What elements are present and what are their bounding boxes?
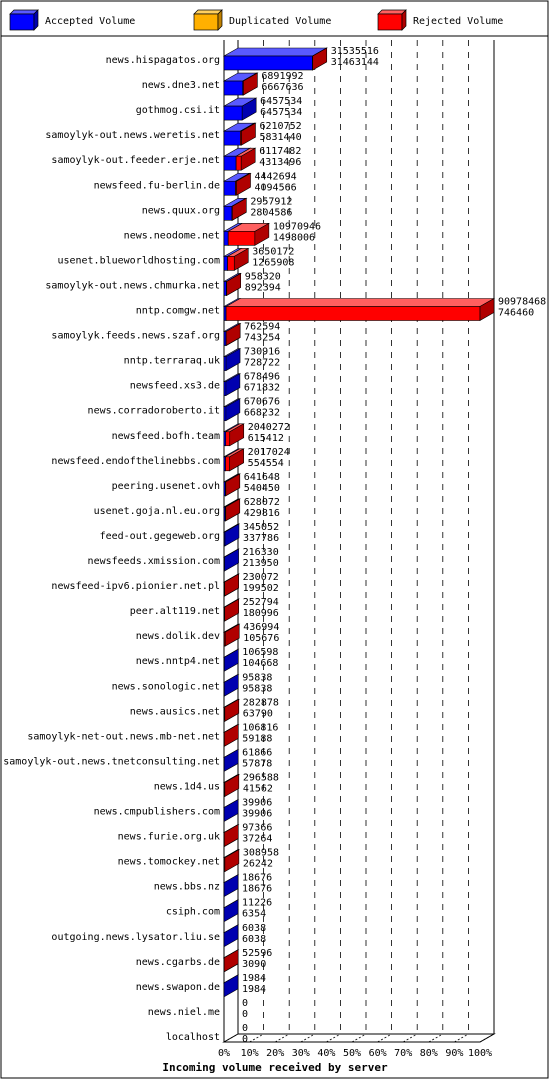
total-value-label: 10970946	[272, 221, 322, 233]
total-value-label: 628072	[243, 496, 280, 508]
accepted-value-label: 6038	[242, 933, 267, 945]
legend-swatch-top	[378, 10, 406, 14]
category-label: samoylyk-out.feeder.erje.net	[51, 155, 220, 167]
x-tick-label: 20%	[266, 1048, 285, 1059]
total-value-label: 52596	[242, 947, 273, 959]
accepted-value-label: 671832	[243, 382, 281, 394]
rejected-bar-side	[224, 950, 238, 972]
accepted-value-label: 180996	[242, 608, 279, 620]
total-value-label: 39906	[242, 797, 273, 809]
category-label: news.niel.me	[147, 1006, 220, 1018]
legend-swatch-side	[402, 10, 406, 30]
legend-swatch-side	[218, 10, 222, 30]
category-label: news.bbs.nz	[153, 881, 220, 893]
x-tick-label: 0%	[217, 1048, 231, 1059]
accepted-value-label: 39906	[242, 808, 273, 820]
legend-label: Accepted Volume	[45, 16, 136, 27]
category-label: news.tomockey.net	[117, 856, 220, 868]
accepted-bar	[224, 256, 228, 270]
accepted-bar-side	[224, 674, 238, 696]
total-value-label: 18676	[242, 872, 273, 884]
accepted-bar	[224, 206, 232, 220]
legend-label: Duplicated Volume	[229, 16, 332, 27]
chart-title: Incoming volume received by server	[162, 1061, 388, 1074]
total-value-label: 230072	[242, 572, 279, 584]
accepted-bar-side	[224, 800, 238, 822]
accepted-bar-side	[224, 900, 238, 922]
accepted-value-label: 5831440	[259, 132, 302, 144]
legend-swatch-top	[10, 10, 38, 14]
category-label: newsfeed-ipv6.pionier.net.pl	[51, 581, 220, 593]
accepted-value-label: 4313496	[259, 157, 302, 169]
accepted-bar-side	[224, 749, 238, 771]
category-label: localhost	[165, 1031, 220, 1043]
accepted-value-label: 1498006	[272, 232, 316, 244]
accepted-value-label: 668232	[243, 407, 281, 419]
total-value-label: 308958	[242, 847, 279, 859]
category-label: news.dolik.dev	[135, 631, 220, 643]
x-tick-label: 10%	[240, 1048, 259, 1059]
category-label: newsfeed.endofthelinebbs.com	[51, 455, 220, 467]
rejected-bar	[226, 307, 480, 321]
accepted-bar	[224, 106, 242, 120]
accepted-value-label: 0	[242, 1033, 249, 1045]
category-label: news.ausics.net	[129, 706, 220, 718]
x-tick-label: 70%	[394, 1048, 413, 1059]
accepted-value-label: 0	[242, 1008, 249, 1020]
category-label: news.hispagatos.org	[105, 55, 220, 66]
accepted-value-label: 540450	[243, 482, 280, 494]
total-value-label: 436994	[243, 622, 280, 634]
accepted-bar	[224, 357, 226, 371]
total-value-label: 0	[242, 997, 249, 1009]
rejected-bar-top	[226, 299, 494, 307]
x-tick-label: 50%	[342, 1048, 362, 1059]
accepted-value-label: 743254	[244, 332, 281, 344]
legend-swatch	[10, 14, 34, 30]
category-label: news.quux.org	[141, 205, 220, 217]
accepted-bar	[224, 231, 228, 245]
accepted-value-label: 26242	[242, 858, 273, 870]
category-label: news.sonologic.net	[111, 681, 220, 693]
total-value-label: 106598	[242, 647, 279, 659]
total-value-label: 678496	[243, 371, 281, 383]
accepted-bar	[224, 307, 226, 321]
total-value-label: 3650172	[252, 246, 295, 258]
accepted-value-label: 746460	[498, 307, 535, 319]
rejected-bar	[226, 432, 230, 446]
category-label: news.cmpublishers.com	[93, 806, 220, 818]
accepted-bar-side	[224, 975, 238, 997]
total-value-label: 2017024	[247, 446, 290, 458]
total-value-label: 216330	[242, 547, 279, 558]
accepted-value-label: 18676	[242, 883, 273, 895]
x-tick-label: 90%	[445, 1048, 464, 1059]
x-tick-label: 100%	[467, 1048, 493, 1059]
total-value-label: 345052	[242, 521, 280, 533]
total-value-label: 95838	[242, 672, 273, 684]
category-label: news.neodome.net	[123, 230, 220, 242]
accepted-value-label: 554554	[247, 457, 284, 469]
category-label: newsfeed.fu-berlin.de	[93, 180, 220, 192]
total-value-label: 282878	[242, 697, 279, 709]
category-label: usenet.goja.nl.eu.org	[93, 505, 220, 517]
total-value-label: 90978468	[498, 296, 547, 308]
total-value-label: 106816	[242, 722, 279, 734]
category-label: samoylyk.feeds.news.szaf.org	[51, 330, 220, 342]
accepted-value-label: 199502	[242, 583, 279, 595]
accepted-value-label: 213950	[242, 558, 279, 569]
legend-swatch	[378, 14, 402, 30]
category-label: newsfeeds.xmission.com	[87, 556, 220, 567]
category-label: nntp.terraraq.uk	[123, 355, 220, 367]
total-value-label: 641648	[243, 471, 280, 483]
category-label: usenet.blueworldhosting.com	[57, 255, 220, 267]
accepted-value-label: 6354	[242, 908, 267, 920]
accepted-bar	[224, 131, 240, 145]
total-value-label: 2040272	[247, 421, 290, 433]
accepted-value-label: 4094566	[254, 182, 297, 194]
accepted-value-label: 6667636	[261, 82, 304, 94]
legend-label: Rejected Volume	[413, 16, 504, 27]
total-value-label: 4442694	[254, 171, 297, 183]
category-label: samoylyk-out.news.chmurka.net	[45, 280, 220, 292]
category-label: news.1d4.us	[153, 781, 220, 793]
accepted-value-label: 37264	[242, 833, 273, 845]
accepted-bar	[224, 156, 236, 170]
accepted-value-label: 57878	[242, 758, 273, 770]
legend-swatch-side	[34, 10, 38, 30]
accepted-value-label: 1265908	[252, 257, 295, 269]
total-value-label: 97366	[242, 822, 273, 834]
category-label: csiph.com	[165, 906, 220, 918]
accepted-bar-side	[224, 925, 238, 947]
total-value-label: 0	[242, 1022, 249, 1034]
category-label: news.nntp4.net	[135, 656, 220, 668]
category-label: news.furie.org.uk	[117, 831, 220, 843]
rejected-bar	[226, 457, 230, 471]
x-tick-label: 80%	[419, 1048, 438, 1059]
total-value-label: 6210752	[259, 121, 302, 133]
legend-swatch-top	[194, 10, 222, 14]
x-tick-label: 60%	[368, 1048, 387, 1059]
accepted-value-label: 892394	[244, 282, 281, 294]
category-label: news.corradoroberto.it	[87, 405, 220, 417]
rejected-bar	[236, 156, 241, 170]
x-tick-label: 40%	[317, 1048, 336, 1059]
category-label: news.cgarbs.de	[135, 956, 220, 968]
rejected-bar	[228, 256, 235, 270]
category-label: outgoing.news.lysator.liu.se	[51, 931, 220, 943]
accepted-bar-side	[224, 649, 238, 671]
category-label: nntp.comgw.net	[135, 305, 220, 317]
accepted-value-label: 63790	[242, 708, 273, 720]
total-value-label: 61866	[242, 747, 273, 759]
total-value-label: 6891992	[261, 71, 304, 83]
total-value-label: 6457534	[260, 96, 303, 108]
accepted-value-label: 1984	[242, 983, 267, 995]
total-value-label: 31535516	[330, 46, 379, 57]
accepted-value-label: 3090	[242, 958, 267, 970]
total-value-label: 1984	[242, 972, 267, 984]
rejected-bar-side	[224, 724, 238, 746]
accepted-bar-side	[225, 549, 239, 571]
accepted-value-label: 6457534	[260, 107, 303, 119]
category-label: news.dne3.net	[141, 80, 220, 92]
total-value-label: 11226	[242, 897, 273, 909]
accepted-bar-side	[224, 875, 238, 897]
category-label: newsfeed.xs3.de	[129, 380, 220, 392]
total-value-label: 6117482	[259, 146, 302, 158]
rejected-bar	[228, 231, 255, 245]
accepted-bar	[224, 56, 313, 70]
category-label: newsfeed.bofh.team	[111, 430, 220, 442]
rejected-bar-side	[224, 825, 238, 847]
x-tick-label: 30%	[291, 1048, 310, 1059]
total-value-label: 296588	[242, 772, 279, 784]
accepted-bar	[224, 332, 226, 346]
total-value-label: 252794	[242, 597, 279, 609]
accepted-value-label: 429816	[243, 507, 280, 519]
category-label: samoylyk-out.news.weretis.net	[45, 130, 220, 142]
accepted-value-label: 2804586	[250, 207, 293, 219]
category-label: peering.usenet.ovh	[111, 480, 220, 492]
legend-swatch	[194, 14, 218, 30]
accepted-bar-top	[224, 48, 327, 56]
total-value-label: 730916	[244, 346, 281, 358]
accepted-bar	[224, 181, 236, 195]
accepted-value-label: 615412	[247, 432, 284, 444]
accepted-value-label: 105676	[243, 633, 280, 645]
accepted-value-label: 337786	[242, 532, 280, 544]
accepted-value-label: 31463144	[330, 57, 379, 68]
total-value-label: 762594	[244, 321, 281, 333]
accepted-bar	[224, 281, 227, 295]
accepted-value-label: 95838	[242, 683, 273, 695]
accepted-value-label: 59188	[242, 733, 273, 745]
category-label: peer.alt119.net	[129, 606, 220, 618]
accepted-value-label: 41562	[242, 783, 273, 795]
accepted-value-label: 728722	[244, 357, 281, 369]
total-value-label: 6038	[242, 922, 267, 934]
accepted-bar	[224, 81, 243, 95]
total-value-label: 670676	[243, 396, 281, 408]
category-label: samoylyk-net-out.news.mb-net.net	[27, 731, 220, 743]
total-value-label: 2957912	[250, 196, 293, 208]
category-label: samoylyk-out.news.tnetconsulting.net	[3, 756, 220, 768]
category-label: gothmog.csi.it	[135, 105, 220, 117]
accepted-value-label: 104668	[242, 658, 279, 670]
category-label: feed-out.gegeweb.org	[99, 530, 220, 542]
category-label: news.swapon.de	[135, 981, 220, 993]
total-value-label: 958320	[244, 271, 281, 283]
